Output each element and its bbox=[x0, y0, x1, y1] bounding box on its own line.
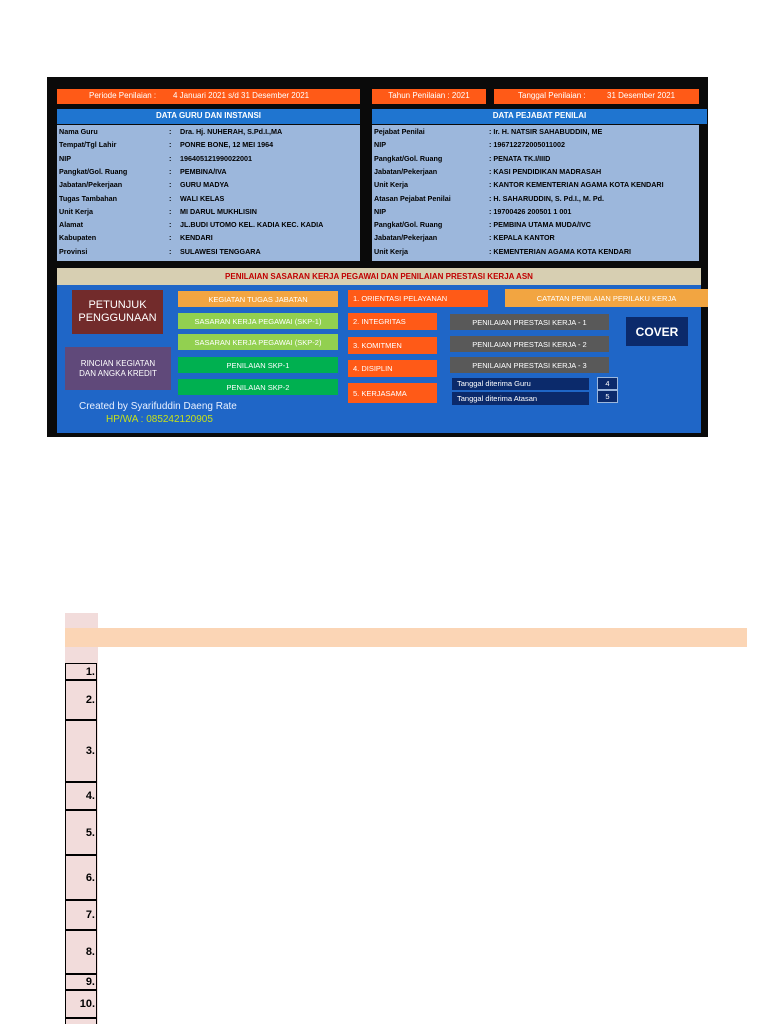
petunjuk-label-1: PETUNJUK bbox=[88, 299, 147, 311]
petunjuk-label-2: PENGGUNAAN bbox=[78, 312, 157, 324]
orientasi-button[interactable]: 1. ORIENTASI PELAYANAN bbox=[348, 290, 488, 307]
integritas-button[interactable]: 2. INTEGRITAS bbox=[348, 313, 437, 330]
sheet-header-bar bbox=[65, 628, 747, 647]
row-number: 4. bbox=[65, 782, 97, 810]
row-number: 7. bbox=[65, 900, 97, 930]
guru-header: DATA GURU DAN INSTANSI bbox=[57, 109, 360, 124]
kegiatan-button[interactable]: KEGIATAN TUGAS JABATAN bbox=[178, 291, 338, 307]
rincian-button[interactable] bbox=[65, 347, 171, 390]
row-number: 10. bbox=[65, 990, 97, 1018]
catatan-button[interactable]: CATATAN PENILAIAN PERILAKU KERJA bbox=[505, 289, 708, 307]
row-number: 8. bbox=[65, 930, 97, 974]
pejabat-header: DATA PEJABAT PENILAI bbox=[372, 109, 707, 124]
periode-value: 4 Januari 2021 s/d 31 Desember 2021 bbox=[173, 91, 310, 100]
ppk3-button[interactable]: PENILAIAN PRESTASI KERJA - 3 bbox=[450, 357, 609, 373]
ppk2-button[interactable]: PENILAIAN PRESTASI KERJA - 2 bbox=[450, 336, 609, 352]
tanggal-label: Tanggal Penilaian : bbox=[518, 91, 586, 100]
row-number: 2. bbox=[65, 680, 97, 720]
penilaian-skp1-button[interactable]: PENILAIAN SKP-1 bbox=[178, 357, 338, 373]
row-number: 3. bbox=[65, 720, 97, 782]
banner-title: PENILAIAN SASARAN KERJA PEGAWAI DAN PENILAIAN PRESTASI KERJA ASN bbox=[57, 268, 701, 285]
tanggal-atasan-label: Tanggal diterima Atasan bbox=[452, 392, 589, 405]
tanggal-guru-value: 4 bbox=[597, 377, 618, 390]
guru-info: Nama Guru : Dra. Hj. NUHERAH, S.Pd.I.,MA Tempat/Tgl Lahir : PONRE BONE, 12 MEI 1964 NIP : 196405121990022001 Pangkat/Gol. Ruang : PEMBINA/IVA Jabatan/Pekerjaan : GURU MADYA Tugas Tambahan : WALI KELAS Unit Kerja : MI DARUL MUKHLISIN Alamat : JL.BUDI UTOMO KEL. KADIA KEC. KADIA Kabupaten : KENDARI Provinsi : SULAWESI TENGGARA bbox=[57, 125, 360, 261]
kerjasama-button[interactable]: 5. KERJASAMA bbox=[348, 383, 437, 403]
petunjuk-button[interactable] bbox=[72, 290, 163, 334]
tanggal-atasan-value: 5 bbox=[597, 390, 618, 403]
row-number: 5. bbox=[65, 810, 97, 855]
periode-bar bbox=[57, 89, 360, 104]
rincian-label-2: DAN ANGKA KREDIT bbox=[79, 368, 157, 378]
credit-phone: HP/WA : 085242120905 bbox=[106, 414, 213, 425]
row-number: 9. bbox=[65, 974, 97, 990]
ppk1-button[interactable]: PENILAIAN PRESTASI KERJA - 1 bbox=[450, 314, 609, 330]
cover-button[interactable]: COVER bbox=[626, 317, 688, 346]
pejabat-info: Pejabat Penilai : Ir. H. NATSIR SAHABUDDIN, ME NIP : 196712272005011002 Pangkat/Gol. Ruang : PENATA TK.I/IIID Jabatan/Pekerjaan : KASI PENDIDIKAN MADRASAH Unit Kerja : KANTOR KEMENTERIAN AGAMA KOTA KENDARI Atasan Pejabat Penilai : H. SAHARUDDIN, S. Pd.I., M. Pd. NIP : 19700426 200501 1 001 Pangkat/Gol. Ruang : PEMBINA UTAMA MUDA/IVC Jabatan/Pekerjaan : KEPALA KANTOR Unit Kerja : KEMENTERIAN AGAMA KOTA KENDARI bbox=[372, 125, 699, 261]
tanggal-value: 31 Desember 2021 bbox=[607, 91, 676, 100]
rincian-label-1: RINCIAN KEGIATAN bbox=[80, 358, 156, 368]
disiplin-button[interactable]: 4. DISIPLIN bbox=[348, 360, 437, 377]
komitmen-button[interactable]: 3. KOMITMEN bbox=[348, 337, 437, 354]
periode-label: Periode Penilaian : bbox=[89, 91, 157, 100]
penilaian-skp2-button[interactable]: PENILAIAN SKP-2 bbox=[178, 379, 338, 395]
tahun-bar: Tahun Penilaian : 2021 bbox=[372, 89, 486, 104]
row-cell-partial bbox=[65, 1018, 97, 1024]
row-number: 1. bbox=[65, 663, 97, 680]
skp2-button[interactable]: SASARAN KERJA PEGAWAI (SKP-2) bbox=[178, 334, 338, 350]
tanggal-bar bbox=[494, 89, 699, 104]
skp1-button[interactable]: SASARAN KERJA PEGAWAI (SKP-1) bbox=[178, 313, 338, 329]
tanggal-guru-label: Tanggal diterima Guru bbox=[452, 378, 589, 390]
row-number: 6. bbox=[65, 855, 97, 900]
credit-author: Created by Syarifuddin Daeng Rate bbox=[79, 401, 237, 412]
